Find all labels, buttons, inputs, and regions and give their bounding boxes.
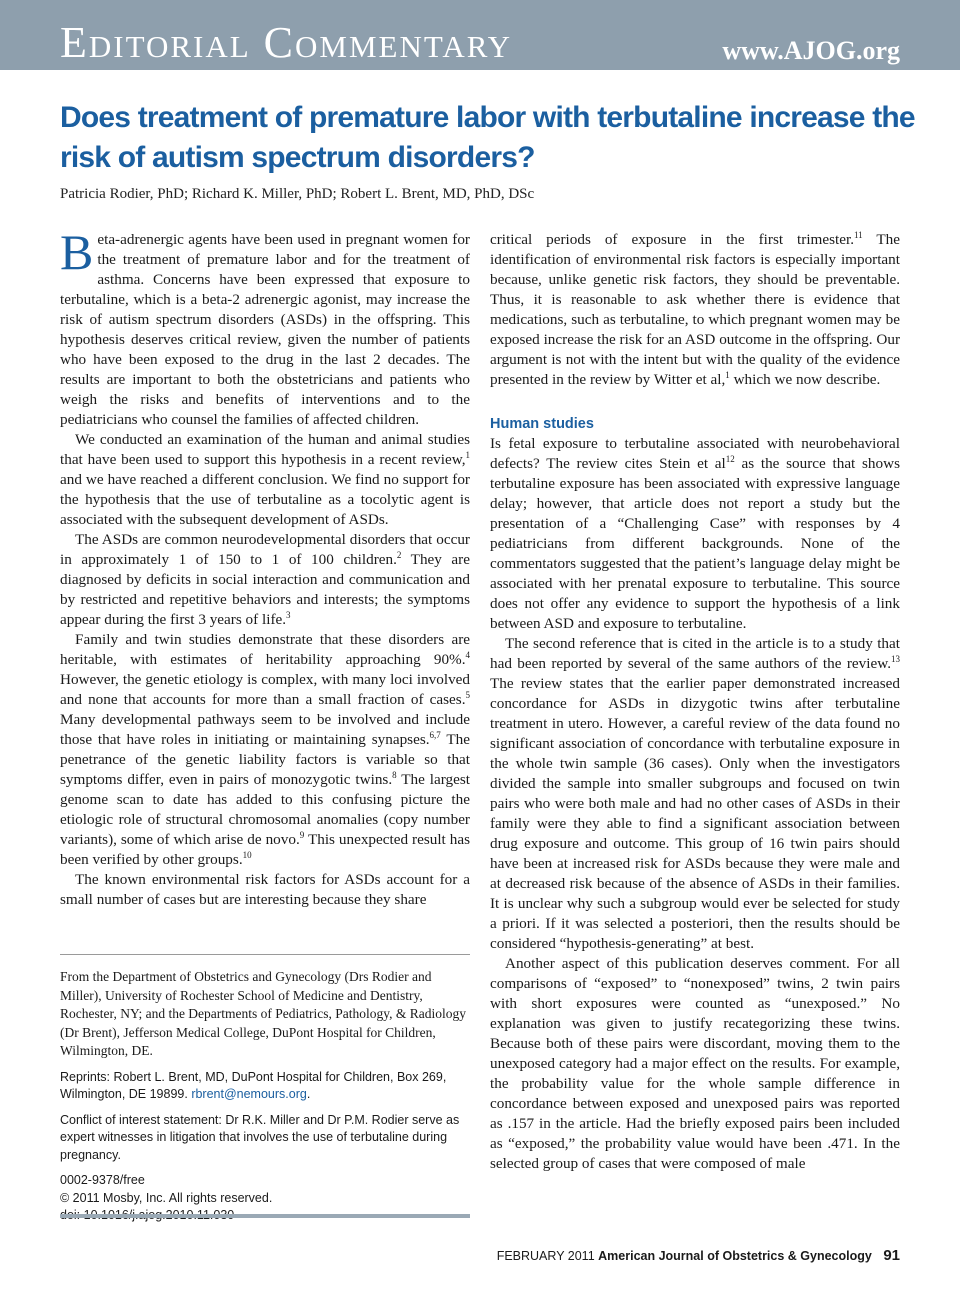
citation-ref[interactable]: 5	[465, 689, 470, 700]
paragraph-text: The identification of environmental risk factors is especially important because, unlike genetic risk factors, they should be preventable. Thus, it is reasonable to ask whether there is evidence that medications, such as terbutaline, to which pregnant women may be exposed increase the risk for an ASD outcome in the offspring. Our argument is not with the intent but with the quality of the evidence presented in the review by Witter et al,	[490, 231, 900, 388]
paragraph-text: The largest genome scan to date has added to this confusing picture the etiologic role of structural chromosomal anomalies (copy number variants), some of which arise de novo.	[60, 771, 471, 848]
paragraph-text: critical periods of exposure in the first trimester.	[490, 231, 854, 248]
section-title: Editorial Commentary	[60, 18, 513, 67]
affiliation-note: From the Department of Obstetrics and Gynecology (Drs Rodier and Miller), University of Rochester School of Medicine and Dentistry, Rochester, NY; and the Departments of Pediatrics, Pathology, & Radiology (Dr Brent), Jefferson Medical College, DuPont Hospital for Children, Wilmington, DE.	[60, 969, 467, 1058]
journal-url-link[interactable]: www.AJOG.org	[722, 36, 900, 65]
page-number: 91	[883, 1247, 900, 1264]
citation-ref[interactable]: 1	[725, 369, 730, 380]
citation-ref[interactable]: 12	[725, 453, 735, 464]
paragraph	[490, 954, 900, 1174]
paragraph-text: We conducted an examination of the human and animal studies that have been used to support this hypothesis in a recent review,	[60, 431, 470, 468]
paragraph	[60, 870, 470, 910]
footnotes	[60, 968, 470, 1233]
issue-date: FEBRUARY 2011	[496, 1249, 595, 1263]
citation-ref[interactable]: 6,7	[429, 729, 441, 740]
citation-ref[interactable]: 13	[891, 653, 900, 664]
drop-cap: B	[60, 224, 94, 280]
paragraph-text: They are diagnosed by deficits in social interaction and communication and by restricted and repetitive behaviors and interests; the symptoms appear during the first 3 years of life.	[60, 551, 470, 628]
copyright: © 2011 Mosby, Inc. All rights reserved.	[60, 1190, 273, 1205]
citation-ref[interactable]: 10	[242, 849, 252, 860]
journal-name: American Journal of Obstetrics & Gynecology	[598, 1249, 872, 1263]
body-column-left	[60, 224, 471, 910]
page-footer	[497, 1246, 900, 1266]
reprints-text: Reprints: Robert L. Brent, MD, DuPont Hospital for Children, Box 269, Wilmington, DE 19899.	[60, 1069, 447, 1101]
paragraph-text: Is fetal exposure to terbutaline associated with neurobehavioral defects? The review cites Stein et al	[490, 435, 900, 472]
author-list: Patricia Rodier, PhD; Richard K. Miller, PhD; Robert L. Brent, MD, PhD, DSc	[60, 186, 535, 202]
paragraph-text: as the source that shows terbutaline exposure has been associated with expressive language delay; however, that article does not report a study but the presentation of a “Challenging Case” with responses by 4 pediatricians from different backgrounds. None of the commentators suggested that the patient’s language delay might be associated with her prenatal exposure to terbutaline. This source does not offer any evidence to support the hypothesis of a link between ASD and exposure to terbutaline.	[490, 455, 900, 632]
citation-ref[interactable]: 1	[465, 449, 470, 460]
reprints-end: .	[306, 1087, 311, 1101]
footnote-divider	[60, 954, 470, 955]
paragraph	[60, 530, 470, 630]
paragraph	[60, 630, 470, 870]
paragraph-text: and we have reached a different conclusion. We find no support for the hypothesis that the use of terbutaline as a tocolytic agent is associated with the subsequent development of ASDs.	[60, 471, 470, 528]
paragraph-text: The known environmental risk factors for ASDs account for a small number of cases but are interesting because they share	[60, 871, 470, 908]
citation-ref[interactable]: 11	[854, 229, 863, 240]
paragraph	[490, 634, 900, 954]
paragraph-text: This unexpected result has been verified by other groups.	[60, 831, 470, 868]
reprints-email-link[interactable]: rbrent@nemours.org	[191, 1087, 307, 1101]
body-column-right	[490, 230, 900, 1174]
paragraph-text: Family and twin studies demonstrate that these disorders are heritable, with estimates of heritability approaching 90%.	[60, 631, 470, 668]
citation-ref[interactable]: 9	[299, 829, 305, 840]
paragraph-text: The review states that the earlier paper demonstrated increased concordance for ASDs in dizygotic twins after terbutaline treatment in utero. However, a careful review of the data found no significant association of concordance with terbutaline exposure in the whole twin sample (36 cases). Only when the investigators divided the sample into smaller subgroups and focused on twin pairs who were both male and had no other cases of ASDs in their family were they able to find a significant association between drug exposure and outcome. This group of 16 twin pairs should have been at increased risk for ASDs because they were male and at decreased risk because of the absence of ASDs in their families. It is unclear why such a subgroup would ever be selected for study a priori. If it was selected a posteriori, then the results should be considered “hypothesis-generating” at best.	[490, 675, 900, 952]
issn: 0002-9378/free	[60, 1173, 145, 1187]
paragraph-text: However, the genetic etiology is complex, with many loci involved and none that accounts for more than a small fraction of cases.	[60, 671, 470, 708]
article-title: Does treatment of premature labor with terbutaline increase the risk of autism spectrum disorders?	[60, 101, 915, 174]
section-heading: Human studies	[490, 416, 594, 432]
paragraph	[60, 224, 470, 430]
paragraph-text: Many developmental pathways seem to be involved and include those that have roles in initiating or maintaining synapses.	[60, 711, 470, 748]
paragraph-text: The penetrance of the genetic liability factors is variable so that symptoms differ, even in pairs of monozygotic twins.	[60, 731, 470, 788]
citation-ref[interactable]: 4	[465, 649, 470, 660]
reprints-note	[60, 1069, 470, 1104]
citation-ref[interactable]: 3	[286, 609, 291, 620]
paragraph-text: The second reference that is cited in the article is to a study that had been reported by several of the same authors of the review.	[490, 635, 900, 672]
footnote-bottom-bar	[60, 1214, 470, 1218]
paragraph-text: which we now describe.	[729, 371, 881, 388]
paragraph	[490, 434, 900, 634]
citation-ref[interactable]: 8	[392, 769, 397, 780]
paragraph-text: Another aspect of this publication deserves comment. For all comparisons of “exposed” to “nonexposed” twins, 2 twin pairs with short exposures were counted as “unexposed.” No explanation was given to justify recategorizing these twins. Because both of these pairs were discordant, moving them to the unexposed category had a major effect on the results. For example, the probability value for the whole sample difference in concordance between exposed and unexposed pairs was reported as .157 in the article. Had the briefly exposed pairs been included as “exposed,” the probability value would have been .471. In the selected group of cases that were composed of male	[490, 955, 900, 1172]
paragraph	[490, 230, 900, 390]
citation-ref[interactable]: 2	[396, 549, 402, 560]
conflict-note: Conflict of interest statement: Dr R.K. Miller and Dr P.M. Rodier serve as expert witnesses in litigation that involves the use of terbutaline during pregnancy.	[60, 1112, 460, 1162]
paragraph-text: The ASDs are common neurodevelopmental disorders that occur in approximately 1 of 150 to 1 of 100 children.	[60, 531, 470, 568]
paragraph	[60, 430, 470, 530]
header-banner	[0, 0, 960, 70]
paragraph-text: eta-adrenergic agents have been used in pregnant women for the treatment of premature labor and for the treatment of asthma. Concerns have been expressed that exposure to terbutaline, which is a beta-2 adrenergic agonist, may increase the risk of autism spectrum disorders (ASDs) in the offspring. This hypothesis deserves critical review, given the number of patients who have been exposed to the drug in the last 2 decades. The results are important to both the obstetricians and patients who weigh the risks and benefits of interventions and to the pediatricians who counsel the families of affected children.	[60, 231, 470, 428]
